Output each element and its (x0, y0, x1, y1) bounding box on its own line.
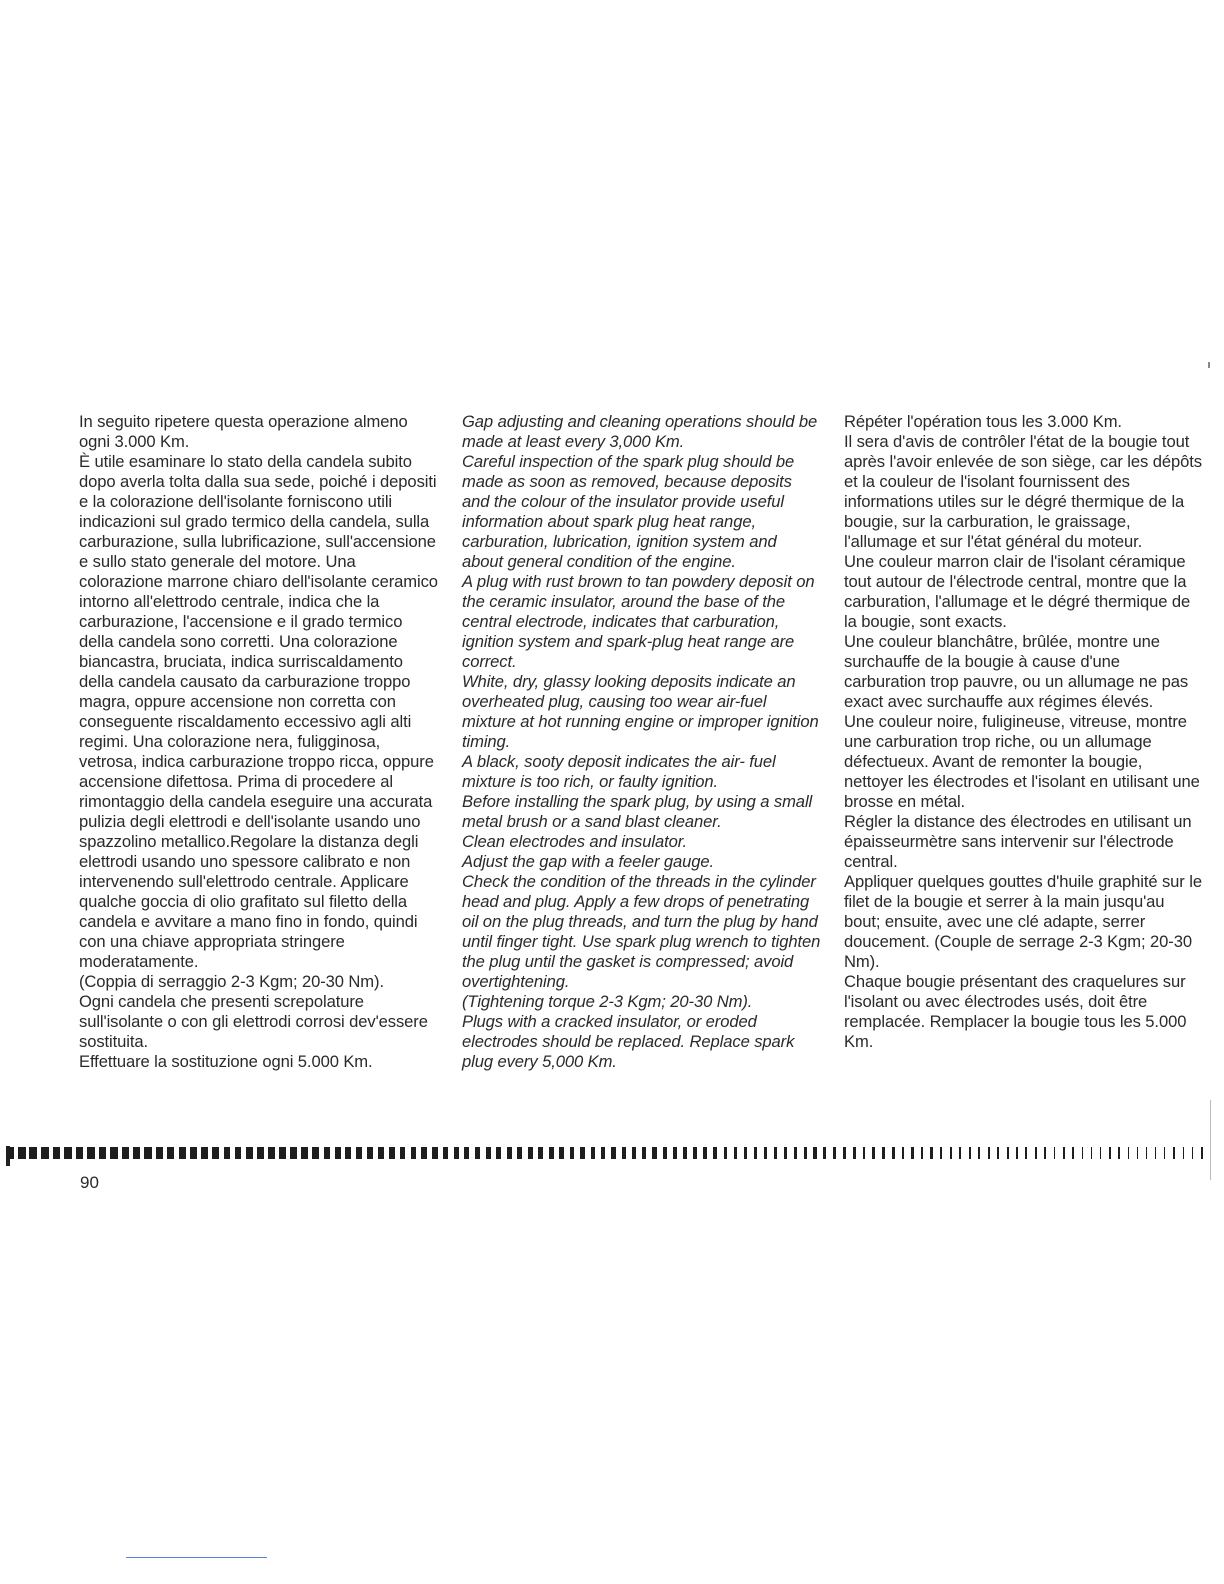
bar-tick (212, 1147, 219, 1159)
bar-tick (324, 1147, 330, 1159)
bar-tick (1155, 1147, 1156, 1159)
bar-tick (591, 1147, 596, 1159)
bar-tick (997, 1147, 999, 1159)
bar-tick (496, 1147, 501, 1159)
bar-tick (144, 1147, 151, 1159)
bar-tick (1192, 1147, 1193, 1159)
bar-tick (367, 1147, 373, 1159)
bottom-rule (126, 1557, 267, 1558)
bar-tick (279, 1147, 285, 1159)
bar-tick (110, 1147, 117, 1159)
french-paragraph: Appliquer quelques gouttes d'huile graphité sur le filet de la bougie et serrer à la main jusqu'au bout; ensuite, avec une clé adapte, serrer doucement. (Couple de serrage 2-3 Kgm; 20-30 Nm). (844, 872, 1202, 971)
bar-tick (734, 1147, 738, 1159)
bar-tick (156, 1147, 163, 1159)
bar-tick (784, 1147, 787, 1159)
bar-tick (356, 1147, 362, 1159)
bar-tick (988, 1147, 990, 1159)
french-paragraph: Régler la distance des électrodes en utilisant un épaisseurmètre sans intervenir sur l'électrode central. (844, 812, 1192, 871)
bar-tick (6, 1147, 14, 1159)
italian-paragraph: È utile esaminare lo stato della candela subito dopo averla tolta dalla sua sede, poiché i depositi e la colorazione dell'isolante forniscono utili indicazioni sul grado termico della candela, sulla carburazione, sulla lubrificazione, sull'accensione e sullo stato generale del motore. Una colorazione marrone chiaro dell'isolante ceramico intorno all'elettrodo centrale, indica che la carburazione, l'accensione e il grado termico della candela sono corretti. Una colorazione biancastra, bruciata, indica surriscaldamento della candela causato da carburazione troppo magra, oppure accensione non corretta con conseguente riscaldamento eccessivo agli alti regimi. Una colorazione nera, fuligginosa, vetrosa, indica carburazione troppo ricca, oppure accensione difettosa. Prima di procedere al rimontaggio della candela eseguire una accurata pulizia degli elettrodi e dell'isolante usando uno spazzolino metallico.Regolare la distanza degli elettrodi usando uno spessore calibrato e non intervenendo sull'elettrodo centrale. Applicare qualche goccia di olio grafitato sul filetto della candela e avvitare a mano fino in fondo, quindi con una chiave appropriata stringere moderatamente. (79, 452, 438, 971)
bar-tick (312, 1147, 318, 1159)
bar-tick (201, 1147, 208, 1159)
english-paragraph: (Tightening torque 2-3 Kgm; 20-30 Nm). (462, 992, 753, 1011)
bar-tick (663, 1147, 667, 1159)
bar-tick (421, 1147, 427, 1159)
bar-tick (950, 1147, 952, 1159)
bar-tick (764, 1147, 767, 1159)
bar-tick (642, 1147, 646, 1159)
bar-tick (1201, 1147, 1202, 1159)
page-number: 90 (80, 1173, 99, 1192)
bar-tick (754, 1147, 758, 1159)
bar-tick (1164, 1147, 1165, 1159)
bar-tick (443, 1147, 448, 1159)
bar-tick (902, 1147, 905, 1159)
bar-tick (538, 1147, 543, 1159)
bar-tick (400, 1147, 406, 1159)
bar-tick (921, 1147, 924, 1159)
bar-tick (335, 1147, 341, 1159)
bar-tick (804, 1147, 807, 1159)
bar-tick (1072, 1147, 1074, 1159)
bar-tick (1118, 1147, 1119, 1159)
bar-tick (892, 1147, 895, 1159)
bar-tick (1016, 1147, 1018, 1159)
bar-tick (290, 1147, 296, 1159)
bar-tick (190, 1147, 197, 1159)
bar-tick (959, 1147, 961, 1159)
bar-tick (713, 1147, 717, 1159)
bar-tick (622, 1147, 626, 1159)
bar-tick (794, 1147, 797, 1159)
scan-mark (1208, 362, 1210, 368)
bar-tick (122, 1147, 129, 1159)
bar-tick (1044, 1147, 1046, 1159)
bar-tick (1137, 1147, 1138, 1159)
bar-tick (703, 1147, 707, 1159)
bar-tick (774, 1147, 777, 1159)
bar-tick (611, 1147, 615, 1159)
italian-paragraph: Effettuare la sostituzione ogni 5.000 Km. (79, 1052, 373, 1071)
bar-tick (940, 1147, 942, 1159)
bar-tick (133, 1147, 140, 1159)
bar-tick (53, 1147, 61, 1159)
bar-tick (1035, 1147, 1037, 1159)
bar-tick (301, 1147, 307, 1159)
english-paragraph: A plug with rust brown to tan powdery deposit on the ceramic insulator, around the base of the central electrode, indicates that carburation, ignition system and spark-plug heat range are correct. (462, 572, 815, 671)
bar-tick (1100, 1147, 1101, 1159)
bar-tick (87, 1147, 95, 1159)
italian-paragraph: Ogni candela che presenti screpolature sull'isolante o con gli elettrodi corrosi dev'essere sostituita. (79, 992, 428, 1051)
bar-tick (454, 1147, 459, 1159)
english-paragraph: Before installing the spark plug, by using a small metal brush or a sand blast cleaner. (462, 792, 813, 831)
bar-tick (833, 1147, 836, 1159)
bar-tick (978, 1147, 980, 1159)
french-paragraph: Répéter l'opération tous les 3.000 Km. (844, 412, 1122, 431)
bar-tick (652, 1147, 656, 1159)
bar-tick (1025, 1147, 1027, 1159)
bar-tick (29, 1147, 37, 1159)
bar-tick (969, 1147, 971, 1159)
bar-tick (911, 1147, 914, 1159)
bar-tick (389, 1147, 395, 1159)
bar-tick (517, 1147, 522, 1159)
bar-tick (235, 1147, 242, 1159)
french-paragraph: Chaque bougie présentant des craquelures sur l'isolant ou avec électrodes usés, doit être remplacée. Remplacer la bougie tous les 5.000 Km. (844, 972, 1187, 1051)
bar-tick (1146, 1147, 1147, 1159)
bar-tick (724, 1147, 728, 1159)
italian-paragraph: In seguito ripetere questa operazione almeno ogni 3.000 Km. (79, 412, 408, 451)
bar-tick (411, 1147, 417, 1159)
bar-tick (843, 1147, 846, 1159)
english-paragraph: Plugs with a cracked insulator, or eroded electrodes should be replaced. Replace spark plug every 5,000 Km. (462, 1012, 795, 1071)
bar-tick (930, 1147, 932, 1159)
english-paragraph: Adjust the gap with a feeler gauge. (462, 852, 715, 871)
bar-tick (1091, 1147, 1093, 1159)
bar-tick (1082, 1147, 1084, 1159)
bar-tick (507, 1147, 512, 1159)
bar-tick (475, 1147, 480, 1159)
bar-tick (432, 1147, 437, 1159)
french-paragraph: Une couleur noire, fuligineuse, vitreuse, montre une carburation trop riche, ou un allumage défectueux. Avant de remonter la bougie, nettoyer les électrodes et l'isolant en utilisant une brosse en métal. (844, 712, 1200, 811)
english-paragraph: Gap adjusting and cleaning operations should be made at least every 3,000 Km. (462, 412, 818, 451)
bar-tick (167, 1147, 174, 1159)
bar-tick (345, 1147, 351, 1159)
bar-tick (1063, 1147, 1065, 1159)
bar-tick (601, 1147, 605, 1159)
bar-tick (632, 1147, 636, 1159)
french-paragraph: Une couleur blanchâtre, brûlée, montre une surchauffe de la bougie à cause d'une carburation trop pauvre, ou un allumage ne pas exact avec surchauffe aux régimes élevés. (844, 632, 1189, 711)
bar-tick (683, 1147, 687, 1159)
english-paragraph: Careful inspection of the spark plug should be made as soon as removed, because deposits and the colour of the insulator provide useful information about spark plug heat range, carburation, lubrication, ignition system and about general condition of the engine. (462, 452, 795, 571)
bar-tick (1128, 1147, 1129, 1159)
bar-tick (224, 1147, 231, 1159)
bar-tick (863, 1147, 866, 1159)
bar-tick (872, 1147, 875, 1159)
bar-tick (378, 1147, 384, 1159)
bar-tick (18, 1147, 26, 1159)
bar-tick (693, 1147, 697, 1159)
bar-tick (853, 1147, 856, 1159)
bar-tick (580, 1147, 585, 1159)
bar-tick (486, 1147, 491, 1159)
bar-tick (549, 1147, 554, 1159)
bar-tick (744, 1147, 748, 1159)
bar-tick (1183, 1147, 1184, 1159)
bar-tick (559, 1147, 564, 1159)
english-column (462, 412, 822, 1072)
bar-tick (76, 1147, 84, 1159)
bar-tick (1173, 1147, 1174, 1159)
french-paragraph: Il sera d'avis de contrôler l'état de la bougie tout après l'avoir enlevée de son siège, car les dépôts et la couleur de l'isolant fournissent des informations utiles sur le dégré thermique de la bougie, sur la carburation, le graissage, l'allumage et sur l'état général du moteur. (844, 432, 1202, 551)
bar-tick (64, 1147, 72, 1159)
scan-mark (1210, 1100, 1211, 1180)
english-paragraph: White, dry, glassy looking deposits indicate an overheated plug, causing too wear air-fuel mixture at hot running engine or improper ignition timing. (462, 672, 819, 751)
decorative-tick-bar (6, 1146, 1212, 1160)
english-paragraph: Check the condition of the threads in the cylinder head and plug. Apply a few drops of penetrating oil on the plug threads, and turn the plug by hand until finger tight. Use spark plug wrench to tighten the plug until the gasket is compressed; avoid overtightening. (462, 872, 821, 991)
bar-tick (464, 1147, 469, 1159)
bar-tick (246, 1147, 253, 1159)
italian-column (79, 412, 439, 1072)
bar-tick (257, 1147, 264, 1159)
bar-tick (570, 1147, 575, 1159)
french-paragraph: Une couleur marron clair de l'isolant céramique tout autour de l'électrode central, montre que la carburation, l'allumage et le dégré thermique de la bougie, sont exacts. (844, 552, 1191, 631)
bar-tick (41, 1147, 49, 1159)
bar-tick (1007, 1147, 1009, 1159)
bar-tick (268, 1147, 274, 1159)
french-column (844, 412, 1204, 1052)
bar-tick (179, 1147, 186, 1159)
bar-tick (882, 1147, 885, 1159)
bar-tick (1109, 1147, 1110, 1159)
italian-paragraph: (Coppia di serraggio 2-3 Kgm; 20-30 Nm). (79, 972, 384, 991)
bar-tick (528, 1147, 533, 1159)
bar-tick (99, 1147, 106, 1159)
bar-tick (813, 1147, 816, 1159)
bar-tick (673, 1147, 677, 1159)
english-paragraph: A black, sooty deposit indicates the air- fuel mixture is too rich, or faulty ignition. (462, 752, 776, 791)
bar-tick (823, 1147, 826, 1159)
english-paragraph: Clean electrodes and insulator. (462, 832, 688, 851)
bar-tick (1054, 1147, 1056, 1159)
